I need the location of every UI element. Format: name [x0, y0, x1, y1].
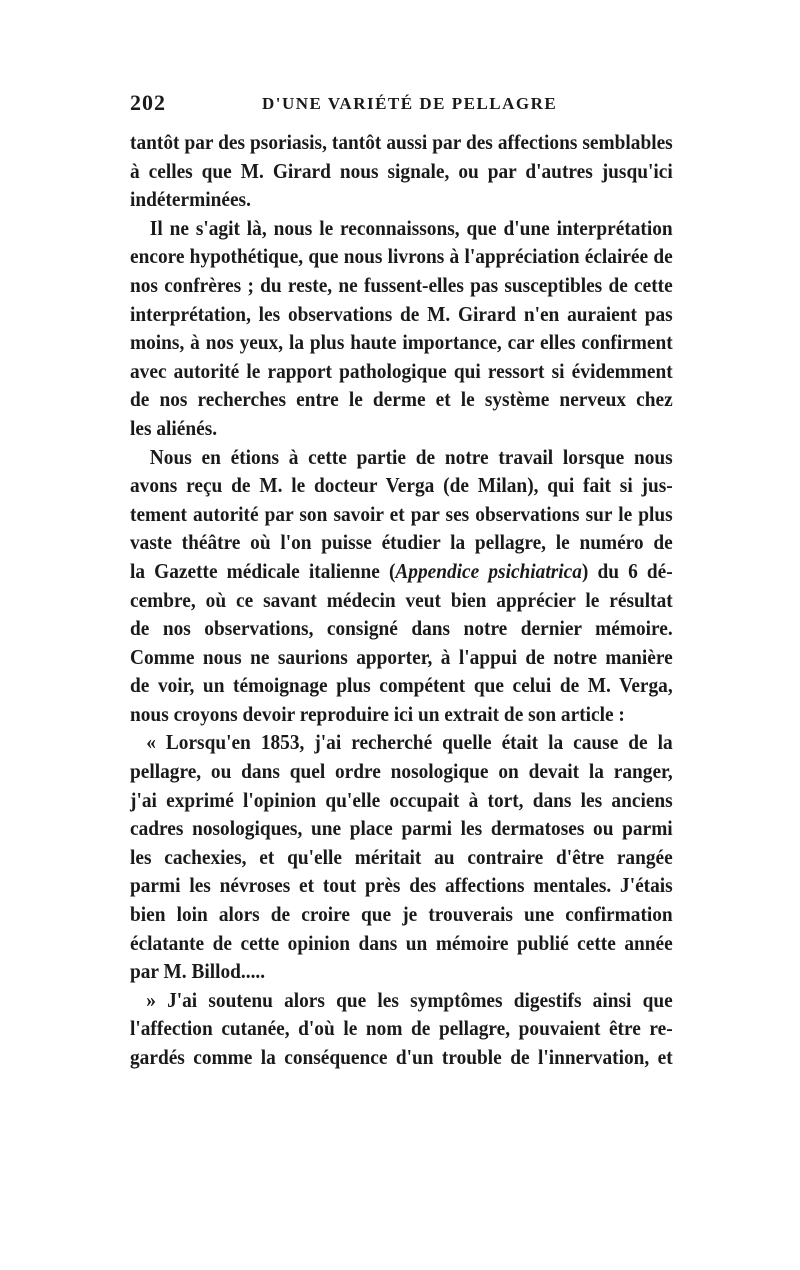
- text-line: éclatante de cette opinion dans un mémoire publié cette année: [130, 930, 673, 955]
- text-line: Comme nous ne saurions apporter, à l'appui de notre manière: [130, 644, 673, 669]
- body-text: [130, 128, 673, 1072]
- text-line: de voir, un témoignage plus compétent que celui de M. Verga,: [130, 673, 673, 698]
- text-line: j'ai exprimé l'opinion qu'elle occupait à tort, dans les anciens: [130, 787, 673, 812]
- text-line: par M. Billod.....: [130, 959, 266, 984]
- text-line: tantôt par des psoriasis, tantôt aussi par des affections semblables: [130, 130, 673, 154]
- text-line: cembre, où ce savant médecin veut bien apprécier le résultat: [130, 587, 673, 612]
- text-line: de nos recherches entre le derme et le système nerveux chez: [130, 387, 673, 412]
- text-line: de nos observations, consigné dans notre dernier mémoire.: [130, 616, 673, 641]
- text-line: moins, à nos yeux, la plus haute importance, car elles confirment: [130, 330, 673, 355]
- page-number: 202: [130, 90, 166, 115]
- text-line: nous croyons devoir reproduire ici un extrait de son article :: [130, 701, 625, 726]
- text-line: Nous en étions à cette partie de notre travail lorsque nous: [149, 444, 673, 469]
- text-line: pellagre, ou dans quel ordre nosologique on devait la ranger,: [130, 759, 673, 784]
- page-header: [130, 90, 673, 120]
- text-line: tement autorité par son savoir et par ses observations sur le plus: [130, 501, 673, 526]
- text-line: nos confrères ; du reste, ne fussent-elles pas susceptibles de cette: [130, 272, 673, 297]
- text-line: vaste théâtre où l'on puisse étudier la pellagre, le numéro de: [130, 530, 673, 555]
- text-line: indéterminées.: [130, 187, 251, 212]
- text-line: cadres nosologiques, une place parmi les dermatoses ou parmi: [130, 816, 673, 841]
- running-title: D'UNE VARIÉTÉ DE PELLAGRE: [262, 94, 558, 113]
- text-line: les aliénés.: [130, 415, 218, 440]
- text-line: avons reçu de M. le docteur Verga (de Milan), qui fait si jus-: [130, 473, 673, 498]
- text-line: gardés comme la conséquence d'un trouble de l'innervation, et: [130, 1045, 673, 1069]
- text-line: bien loin alors de croire que je trouverais une confirmation: [130, 902, 673, 927]
- text-line: l'affection cutanée, d'où le nom de pellagre, pouvaient être re-: [130, 1016, 673, 1041]
- text-line: avec autorité le rapport pathologique qui ressort si évidemment: [130, 358, 673, 383]
- text-line: parmi les névroses et tout près des affections mentales. J'étais: [130, 873, 673, 898]
- text-line: les cachexies, et qu'elle méritait au contraire d'être rangée: [130, 844, 673, 869]
- text-line: la Gazette médicale italienne (Appendice psichiatrica) du 6 dé-: [130, 558, 673, 583]
- text-line: » J'ai soutenu alors que les symptômes digestifs ainsi que: [146, 987, 673, 1012]
- italic-title: Appendice psichiatrica: [395, 558, 582, 583]
- text-line: Il ne s'agit là, nous le reconnaissons, que d'une interprétation: [149, 215, 673, 240]
- text-line: à celles que M. Girard nous signale, ou par d'autres jusqu'ici: [130, 158, 673, 183]
- text-line: interprétation, les observations de M. Girard n'en auraient pas: [130, 301, 673, 326]
- text-line: « Lorsqu'en 1853, j'ai recherché quelle était la cause de la: [146, 730, 673, 755]
- text-line: encore hypothétique, que nous livrons à l'appréciation éclairée de: [130, 244, 673, 269]
